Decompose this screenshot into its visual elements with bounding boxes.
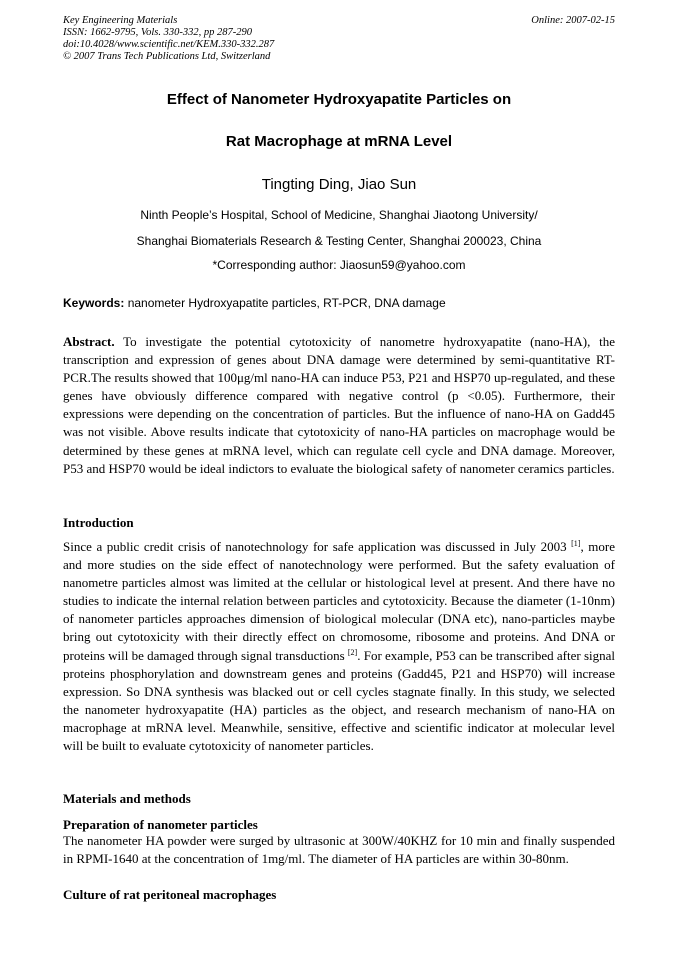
corresponding-author: *Corresponding author: Jiaosun59@yahoo.com	[212, 258, 466, 272]
affiliation-line-1: Ninth People’s Hospital, School of Medicine, Shanghai Jiaotong University/	[140, 208, 538, 222]
journal-doi: doi:10.4028/www.scientific.net/KEM.330-332.287	[63, 39, 275, 50]
journal-name: Key Engineering Materials	[63, 15, 178, 26]
keywords-text: nanometer Hydroxyapatite particles, RT-PCR, DNA damage	[124, 296, 446, 310]
intro-text-1: Since a public credit crisis of nanotechnology for safe application was discussed in July 2003	[63, 539, 572, 554]
paper-title-line-1: Effect of Nanometer Hydroxyapatite Particles on	[166, 91, 512, 108]
intro-text-2: , more and more studies on the side effect of nanotechnology were performed. But the safety evaluation of nanometre particles almost was limited at the cellular or histological level at present. And there have no studies to indicate the internal relation between particles and cytotoxicity. Because the diameter (1-10nm) of nanometer particles approaches dimension of biological molecular (DNA etc), nano-particles maybe bring out cytotoxicity with their directly effect on chromosome, ribosome and proteins. And DNA or proteins will be damaged through signal transductions	[63, 539, 615, 663]
intro-text-3: . For example, P53 can be transcribed after signal proteins phosphorylation and downstream genes and proteins (Gadd45, P21 and HSP70) will increase expression. So DNA synthesis was blacked out or cell cycles stagnate finally. In this study, we selected the nanometer hydroxyapatite (HA) particles as the object, and research mechanism of nano-HA on macrophage at mRNA level. Meanwhile, sensitive, effective and scientific indicator at molecular level will be built to evaluate cytotoxicity of nanometer particles.	[63, 647, 615, 754]
culture-heading: Culture of rat peritoneal macrophages	[63, 887, 277, 902]
online-date: Online: 2007-02-15	[531, 15, 615, 26]
paper-title-line-2: Rat Macrophage at mRNA Level	[225, 133, 453, 150]
abstract-text: To investigate the potential cytotoxicity of nanometre hydroxyapatite (nano-HA), the transcription and expression of genes about DNA damage were determined by semi-quantitative RT-PCR.The results showed that 100μg/ml nano-HA can induce P53, P21 and HSP70 up-regulated, and these genes have obviously difference compared with negative control (p <0.05). Furthermore, their expressions were depending on the concentration of particles. But the influence of nano-HA on Gadd45 was not visible. Above results indicate that cytotoxicity of nano-HA particles on macrophage would be determined by these genes at mRNA level, which can regulate cell cycle and DNA damage. Moreover, P53 and HSP70 would be ideal indictors to evaluate the biological safety of nanometer ceramics particles.	[63, 334, 615, 476]
preparation-body: The nanometer HA powder were surged by ultrasonic at 300W/40KHZ for 10 min and finally suspended in RPMI-1640 at the concentration of 1mg/ml. The diameter of HA particles are within 30-80nm.	[63, 833, 615, 867]
keywords	[63, 296, 615, 310]
materials-heading: Materials and methods	[63, 791, 191, 806]
journal-header	[63, 15, 615, 63]
reference-2[interactable]: [2]	[347, 647, 358, 657]
introduction-heading: Introduction	[63, 515, 134, 530]
authors: Tingting Ding, Jiao Sun	[261, 176, 417, 193]
journal-copyright: © 2007 Trans Tech Publications Ltd, Switzerland	[63, 51, 271, 62]
introduction-body	[63, 538, 615, 755]
affiliation-line-2: Shanghai Biomaterials Research & Testing Center, Shanghai 200023, China	[136, 234, 542, 248]
keywords-label: Keywords:	[63, 296, 125, 310]
abstract-label: Abstract.	[63, 334, 115, 349]
reference-1[interactable]: [1]	[571, 539, 581, 548]
abstract	[63, 333, 615, 478]
journal-issn: ISSN: 1662-9795, Vols. 330-332, pp 287-290	[63, 27, 252, 38]
preparation-heading: Preparation of nanometer particles	[63, 817, 258, 832]
